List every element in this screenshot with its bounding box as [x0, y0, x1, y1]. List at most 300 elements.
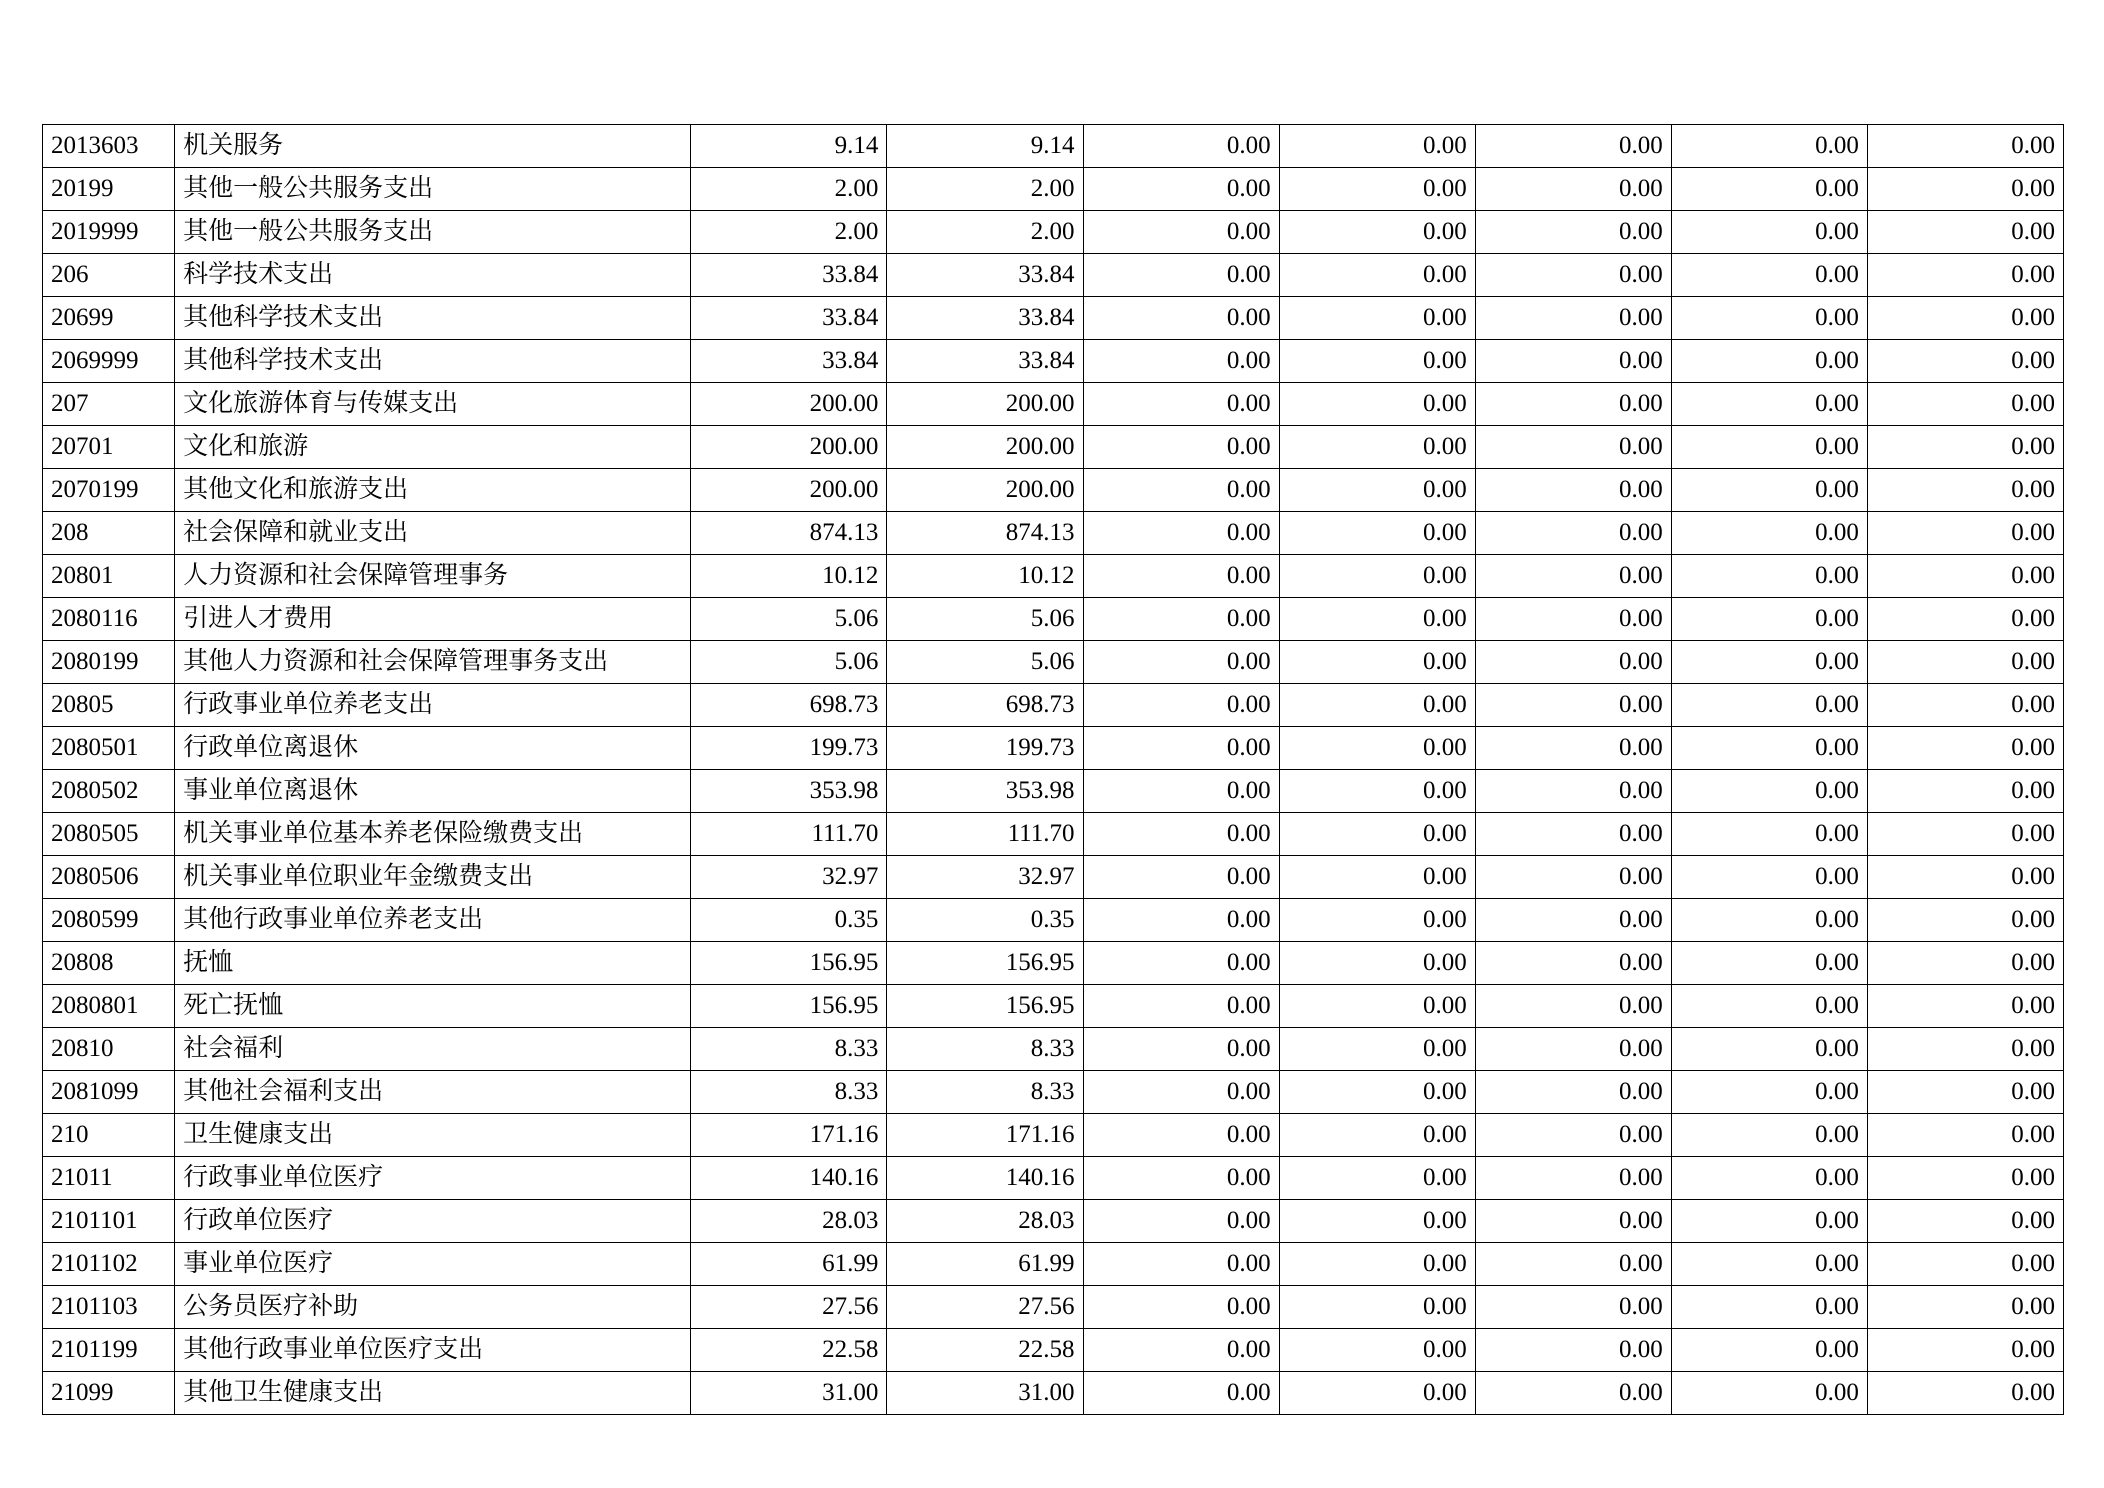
cell-value-2: 10.12: [887, 555, 1083, 598]
cell-name: 机关事业单位基本养老保险缴费支出: [175, 813, 691, 856]
cell-value-3: 0.00: [1083, 125, 1279, 168]
cell-value-2: 33.84: [887, 340, 1083, 383]
cell-value-7: 0.00: [1867, 426, 2063, 469]
table-row: [43, 426, 2064, 469]
cell-value-2: 5.06: [887, 598, 1083, 641]
cell-value-2: 9.14: [887, 125, 1083, 168]
cell-name: 引进人才费用: [175, 598, 691, 641]
cell-value-5: 0.00: [1475, 168, 1671, 211]
cell-code: 2081099: [43, 1071, 175, 1114]
cell-value-3: 0.00: [1083, 512, 1279, 555]
cell-value-1: 5.06: [691, 641, 887, 684]
cell-value-7: 0.00: [1867, 1243, 2063, 1286]
cell-value-1: 5.06: [691, 598, 887, 641]
cell-value-7: 0.00: [1867, 899, 2063, 942]
cell-value-4: 0.00: [1279, 1114, 1475, 1157]
cell-name: 事业单位医疗: [175, 1243, 691, 1286]
cell-value-1: 353.98: [691, 770, 887, 813]
cell-value-1: 8.33: [691, 1028, 887, 1071]
cell-value-6: 0.00: [1671, 125, 1867, 168]
cell-value-1: 111.70: [691, 813, 887, 856]
cell-value-7: 0.00: [1867, 1329, 2063, 1372]
cell-value-2: 199.73: [887, 727, 1083, 770]
cell-value-2: 8.33: [887, 1071, 1083, 1114]
cell-value-3: 0.00: [1083, 168, 1279, 211]
cell-value-2: 31.00: [887, 1372, 1083, 1415]
cell-code: 2080199: [43, 641, 175, 684]
cell-value-1: 200.00: [691, 469, 887, 512]
cell-code: 2013603: [43, 125, 175, 168]
cell-name: 社会福利: [175, 1028, 691, 1071]
cell-value-7: 0.00: [1867, 856, 2063, 899]
cell-value-3: 0.00: [1083, 1286, 1279, 1329]
cell-value-3: 0.00: [1083, 1157, 1279, 1200]
cell-value-6: 0.00: [1671, 383, 1867, 426]
cell-value-2: 28.03: [887, 1200, 1083, 1243]
cell-name: 行政单位离退休: [175, 727, 691, 770]
cell-value-3: 0.00: [1083, 942, 1279, 985]
cell-name: 科学技术支出: [175, 254, 691, 297]
cell-value-4: 0.00: [1279, 1157, 1475, 1200]
cell-value-6: 0.00: [1671, 1028, 1867, 1071]
cell-value-4: 0.00: [1279, 125, 1475, 168]
cell-value-6: 0.00: [1671, 942, 1867, 985]
budget-expenditure-table: [42, 124, 2064, 1415]
cell-value-7: 0.00: [1867, 297, 2063, 340]
cell-name: 其他科学技术支出: [175, 340, 691, 383]
cell-value-1: 2.00: [691, 211, 887, 254]
table-row: [43, 340, 2064, 383]
table-row: [43, 856, 2064, 899]
cell-name: 其他社会福利支出: [175, 1071, 691, 1114]
cell-code: 2080506: [43, 856, 175, 899]
cell-value-1: 22.58: [691, 1329, 887, 1372]
cell-value-7: 0.00: [1867, 598, 2063, 641]
cell-value-2: 8.33: [887, 1028, 1083, 1071]
cell-value-7: 0.00: [1867, 125, 2063, 168]
cell-name: 其他文化和旅游支出: [175, 469, 691, 512]
cell-value-6: 0.00: [1671, 512, 1867, 555]
cell-code: 2080505: [43, 813, 175, 856]
table-row: [43, 942, 2064, 985]
cell-value-3: 0.00: [1083, 340, 1279, 383]
cell-value-3: 0.00: [1083, 1028, 1279, 1071]
cell-value-3: 0.00: [1083, 1329, 1279, 1372]
cell-value-3: 0.00: [1083, 1243, 1279, 1286]
cell-value-1: 28.03: [691, 1200, 887, 1243]
cell-value-5: 0.00: [1475, 770, 1671, 813]
cell-value-4: 0.00: [1279, 469, 1475, 512]
cell-value-7: 0.00: [1867, 942, 2063, 985]
cell-value-6: 0.00: [1671, 297, 1867, 340]
cell-value-6: 0.00: [1671, 254, 1867, 297]
cell-value-1: 61.99: [691, 1243, 887, 1286]
cell-code: 20810: [43, 1028, 175, 1071]
cell-value-3: 0.00: [1083, 1071, 1279, 1114]
cell-value-7: 0.00: [1867, 1372, 2063, 1415]
cell-value-5: 0.00: [1475, 1243, 1671, 1286]
cell-code: 208: [43, 512, 175, 555]
cell-value-4: 0.00: [1279, 1071, 1475, 1114]
cell-value-2: 33.84: [887, 254, 1083, 297]
cell-value-1: 33.84: [691, 340, 887, 383]
cell-value-7: 0.00: [1867, 469, 2063, 512]
cell-value-2: 200.00: [887, 469, 1083, 512]
cell-value-4: 0.00: [1279, 1329, 1475, 1372]
table-row: [43, 1028, 2064, 1071]
cell-value-5: 0.00: [1475, 1286, 1671, 1329]
cell-value-3: 0.00: [1083, 684, 1279, 727]
cell-value-2: 33.84: [887, 297, 1083, 340]
cell-name: 其他行政事业单位养老支出: [175, 899, 691, 942]
table-row: [43, 1157, 2064, 1200]
cell-name: 其他一般公共服务支出: [175, 211, 691, 254]
cell-name: 社会保障和就业支出: [175, 512, 691, 555]
table-row: [43, 985, 2064, 1028]
cell-value-5: 0.00: [1475, 340, 1671, 383]
cell-value-5: 0.00: [1475, 813, 1671, 856]
cell-name: 文化旅游体育与传媒支出: [175, 383, 691, 426]
cell-name: 机关事业单位职业年金缴费支出: [175, 856, 691, 899]
cell-value-1: 171.16: [691, 1114, 887, 1157]
cell-value-5: 0.00: [1475, 254, 1671, 297]
cell-value-3: 0.00: [1083, 1114, 1279, 1157]
cell-value-1: 199.73: [691, 727, 887, 770]
cell-value-1: 10.12: [691, 555, 887, 598]
cell-name: 死亡抚恤: [175, 985, 691, 1028]
cell-value-6: 0.00: [1671, 641, 1867, 684]
cell-value-4: 0.00: [1279, 1286, 1475, 1329]
table-row: [43, 1200, 2064, 1243]
cell-value-6: 0.00: [1671, 1286, 1867, 1329]
cell-value-7: 0.00: [1867, 1157, 2063, 1200]
cell-value-5: 0.00: [1475, 856, 1671, 899]
cell-value-1: 33.84: [691, 297, 887, 340]
cell-value-7: 0.00: [1867, 512, 2063, 555]
cell-code: 20801: [43, 555, 175, 598]
table-row: [43, 168, 2064, 211]
cell-value-3: 0.00: [1083, 297, 1279, 340]
table-row: [43, 1329, 2064, 1372]
cell-value-2: 32.97: [887, 856, 1083, 899]
cell-value-1: 156.95: [691, 942, 887, 985]
cell-code: 2080501: [43, 727, 175, 770]
cell-name: 其他人力资源和社会保障管理事务支出: [175, 641, 691, 684]
cell-value-7: 0.00: [1867, 1286, 2063, 1329]
cell-value-5: 0.00: [1475, 598, 1671, 641]
cell-value-1: 874.13: [691, 512, 887, 555]
cell-value-1: 31.00: [691, 1372, 887, 1415]
cell-code: 2069999: [43, 340, 175, 383]
table-row: [43, 1243, 2064, 1286]
table-row: [43, 684, 2064, 727]
budget-table-container: [42, 124, 2064, 1415]
cell-value-6: 0.00: [1671, 1329, 1867, 1372]
cell-value-5: 0.00: [1475, 641, 1671, 684]
cell-code: 2019999: [43, 211, 175, 254]
cell-code: 2101102: [43, 1243, 175, 1286]
table-row: [43, 254, 2064, 297]
cell-code: 20199: [43, 168, 175, 211]
cell-value-5: 0.00: [1475, 1329, 1671, 1372]
cell-value-3: 0.00: [1083, 383, 1279, 426]
table-row: [43, 641, 2064, 684]
cell-value-6: 0.00: [1671, 1243, 1867, 1286]
cell-value-4: 0.00: [1279, 426, 1475, 469]
cell-value-2: 156.95: [887, 942, 1083, 985]
cell-value-6: 0.00: [1671, 469, 1867, 512]
cell-code: 2080502: [43, 770, 175, 813]
cell-value-7: 0.00: [1867, 1028, 2063, 1071]
cell-value-6: 0.00: [1671, 1071, 1867, 1114]
cell-value-2: 200.00: [887, 426, 1083, 469]
cell-value-7: 0.00: [1867, 254, 2063, 297]
table-row: [43, 211, 2064, 254]
table-row: [43, 1286, 2064, 1329]
cell-value-4: 0.00: [1279, 1028, 1475, 1071]
cell-value-7: 0.00: [1867, 727, 2063, 770]
cell-value-5: 0.00: [1475, 985, 1671, 1028]
cell-code: 2101103: [43, 1286, 175, 1329]
cell-value-3: 0.00: [1083, 469, 1279, 512]
table-row: [43, 1114, 2064, 1157]
cell-code: 2080116: [43, 598, 175, 641]
table-row: [43, 770, 2064, 813]
cell-value-6: 0.00: [1671, 985, 1867, 1028]
cell-value-5: 0.00: [1475, 1372, 1671, 1415]
cell-code: 20701: [43, 426, 175, 469]
cell-value-5: 0.00: [1475, 383, 1671, 426]
cell-value-5: 0.00: [1475, 684, 1671, 727]
cell-value-5: 0.00: [1475, 1157, 1671, 1200]
cell-name: 其他卫生健康支出: [175, 1372, 691, 1415]
cell-value-1: 156.95: [691, 985, 887, 1028]
cell-value-4: 0.00: [1279, 641, 1475, 684]
cell-value-3: 0.00: [1083, 555, 1279, 598]
cell-value-4: 0.00: [1279, 598, 1475, 641]
cell-value-3: 0.00: [1083, 1372, 1279, 1415]
cell-value-4: 0.00: [1279, 985, 1475, 1028]
cell-value-7: 0.00: [1867, 985, 2063, 1028]
cell-value-2: 0.35: [887, 899, 1083, 942]
cell-value-2: 5.06: [887, 641, 1083, 684]
cell-value-1: 698.73: [691, 684, 887, 727]
cell-code: 20805: [43, 684, 175, 727]
table-row: [43, 512, 2064, 555]
cell-value-6: 0.00: [1671, 1372, 1867, 1415]
table-body: [43, 125, 2064, 1415]
cell-value-1: 200.00: [691, 426, 887, 469]
cell-value-2: 874.13: [887, 512, 1083, 555]
table-row: [43, 125, 2064, 168]
cell-value-3: 0.00: [1083, 598, 1279, 641]
cell-value-5: 0.00: [1475, 469, 1671, 512]
cell-value-6: 0.00: [1671, 598, 1867, 641]
cell-name: 文化和旅游: [175, 426, 691, 469]
cell-value-5: 0.00: [1475, 899, 1671, 942]
cell-value-4: 0.00: [1279, 168, 1475, 211]
cell-value-2: 27.56: [887, 1286, 1083, 1329]
cell-value-7: 0.00: [1867, 641, 2063, 684]
cell-value-5: 0.00: [1475, 1071, 1671, 1114]
cell-value-3: 0.00: [1083, 813, 1279, 856]
cell-value-4: 0.00: [1279, 555, 1475, 598]
cell-code: 210: [43, 1114, 175, 1157]
cell-value-1: 27.56: [691, 1286, 887, 1329]
cell-value-4: 0.00: [1279, 684, 1475, 727]
cell-code: 206: [43, 254, 175, 297]
cell-code: 2101101: [43, 1200, 175, 1243]
cell-name: 机关服务: [175, 125, 691, 168]
cell-value-6: 0.00: [1671, 856, 1867, 899]
cell-value-6: 0.00: [1671, 813, 1867, 856]
cell-value-4: 0.00: [1279, 211, 1475, 254]
cell-name: 其他一般公共服务支出: [175, 168, 691, 211]
cell-value-4: 0.00: [1279, 942, 1475, 985]
cell-value-4: 0.00: [1279, 254, 1475, 297]
cell-value-6: 0.00: [1671, 684, 1867, 727]
table-row: [43, 727, 2064, 770]
cell-name: 行政事业单位医疗: [175, 1157, 691, 1200]
cell-value-5: 0.00: [1475, 297, 1671, 340]
cell-value-3: 0.00: [1083, 985, 1279, 1028]
cell-value-2: 22.58: [887, 1329, 1083, 1372]
cell-value-7: 0.00: [1867, 555, 2063, 598]
cell-value-2: 61.99: [887, 1243, 1083, 1286]
cell-name: 行政事业单位养老支出: [175, 684, 691, 727]
cell-name: 卫生健康支出: [175, 1114, 691, 1157]
cell-value-1: 8.33: [691, 1071, 887, 1114]
cell-value-5: 0.00: [1475, 727, 1671, 770]
cell-value-2: 353.98: [887, 770, 1083, 813]
table-row: [43, 1372, 2064, 1415]
cell-value-3: 0.00: [1083, 211, 1279, 254]
cell-value-1: 140.16: [691, 1157, 887, 1200]
cell-value-4: 0.00: [1279, 770, 1475, 813]
cell-value-4: 0.00: [1279, 512, 1475, 555]
cell-value-6: 0.00: [1671, 426, 1867, 469]
cell-name: 其他科学技术支出: [175, 297, 691, 340]
cell-value-2: 140.16: [887, 1157, 1083, 1200]
cell-value-1: 33.84: [691, 254, 887, 297]
cell-code: 20808: [43, 942, 175, 985]
cell-value-3: 0.00: [1083, 426, 1279, 469]
cell-value-4: 0.00: [1279, 1372, 1475, 1415]
cell-value-7: 0.00: [1867, 813, 2063, 856]
cell-value-4: 0.00: [1279, 383, 1475, 426]
cell-value-5: 0.00: [1475, 125, 1671, 168]
cell-code: 2101199: [43, 1329, 175, 1372]
cell-value-1: 32.97: [691, 856, 887, 899]
cell-value-4: 0.00: [1279, 340, 1475, 383]
cell-code: 2080801: [43, 985, 175, 1028]
cell-value-2: 2.00: [887, 168, 1083, 211]
cell-value-2: 200.00: [887, 383, 1083, 426]
cell-value-5: 0.00: [1475, 1028, 1671, 1071]
table-row: [43, 555, 2064, 598]
cell-value-4: 0.00: [1279, 297, 1475, 340]
cell-value-1: 2.00: [691, 168, 887, 211]
cell-value-7: 0.00: [1867, 1071, 2063, 1114]
cell-value-6: 0.00: [1671, 211, 1867, 254]
cell-value-3: 0.00: [1083, 899, 1279, 942]
cell-name: 人力资源和社会保障管理事务: [175, 555, 691, 598]
table-row: [43, 383, 2064, 426]
cell-value-7: 0.00: [1867, 168, 2063, 211]
cell-name: 行政单位医疗: [175, 1200, 691, 1243]
cell-value-6: 0.00: [1671, 727, 1867, 770]
cell-value-7: 0.00: [1867, 383, 2063, 426]
cell-value-7: 0.00: [1867, 770, 2063, 813]
table-row: [43, 297, 2064, 340]
cell-value-2: 698.73: [887, 684, 1083, 727]
table-row: [43, 469, 2064, 512]
cell-value-3: 0.00: [1083, 856, 1279, 899]
cell-value-6: 0.00: [1671, 899, 1867, 942]
cell-value-5: 0.00: [1475, 1200, 1671, 1243]
cell-value-4: 0.00: [1279, 1200, 1475, 1243]
cell-code: 207: [43, 383, 175, 426]
cell-value-4: 0.00: [1279, 813, 1475, 856]
cell-value-7: 0.00: [1867, 211, 2063, 254]
cell-value-2: 111.70: [887, 813, 1083, 856]
cell-code: 20699: [43, 297, 175, 340]
cell-code: 21099: [43, 1372, 175, 1415]
cell-value-6: 0.00: [1671, 1114, 1867, 1157]
table-row: [43, 1071, 2064, 1114]
table-row: [43, 598, 2064, 641]
cell-name: 其他行政事业单位医疗支出: [175, 1329, 691, 1372]
table-row: [43, 899, 2064, 942]
cell-value-7: 0.00: [1867, 1200, 2063, 1243]
cell-name: 抚恤: [175, 942, 691, 985]
cell-value-3: 0.00: [1083, 727, 1279, 770]
cell-value-6: 0.00: [1671, 1200, 1867, 1243]
cell-code: 21011: [43, 1157, 175, 1200]
table-row: [43, 813, 2064, 856]
cell-value-6: 0.00: [1671, 340, 1867, 383]
cell-value-1: 200.00: [691, 383, 887, 426]
cell-value-4: 0.00: [1279, 899, 1475, 942]
cell-value-2: 171.16: [887, 1114, 1083, 1157]
cell-value-5: 0.00: [1475, 512, 1671, 555]
cell-code: 2080599: [43, 899, 175, 942]
cell-value-2: 2.00: [887, 211, 1083, 254]
cell-value-3: 0.00: [1083, 254, 1279, 297]
cell-value-5: 0.00: [1475, 211, 1671, 254]
cell-value-4: 0.00: [1279, 1243, 1475, 1286]
cell-value-4: 0.00: [1279, 727, 1475, 770]
cell-value-6: 0.00: [1671, 770, 1867, 813]
cell-value-2: 156.95: [887, 985, 1083, 1028]
cell-code: 2070199: [43, 469, 175, 512]
cell-value-5: 0.00: [1475, 942, 1671, 985]
cell-value-1: 9.14: [691, 125, 887, 168]
cell-value-3: 0.00: [1083, 770, 1279, 813]
cell-value-1: 0.35: [691, 899, 887, 942]
cell-value-4: 0.00: [1279, 856, 1475, 899]
cell-name: 公务员医疗补助: [175, 1286, 691, 1329]
cell-value-3: 0.00: [1083, 1200, 1279, 1243]
cell-value-6: 0.00: [1671, 1157, 1867, 1200]
cell-value-5: 0.00: [1475, 426, 1671, 469]
cell-value-3: 0.00: [1083, 641, 1279, 684]
cell-value-7: 0.00: [1867, 340, 2063, 383]
cell-value-6: 0.00: [1671, 168, 1867, 211]
cell-value-5: 0.00: [1475, 555, 1671, 598]
cell-name: 事业单位离退休: [175, 770, 691, 813]
cell-value-7: 0.00: [1867, 1114, 2063, 1157]
